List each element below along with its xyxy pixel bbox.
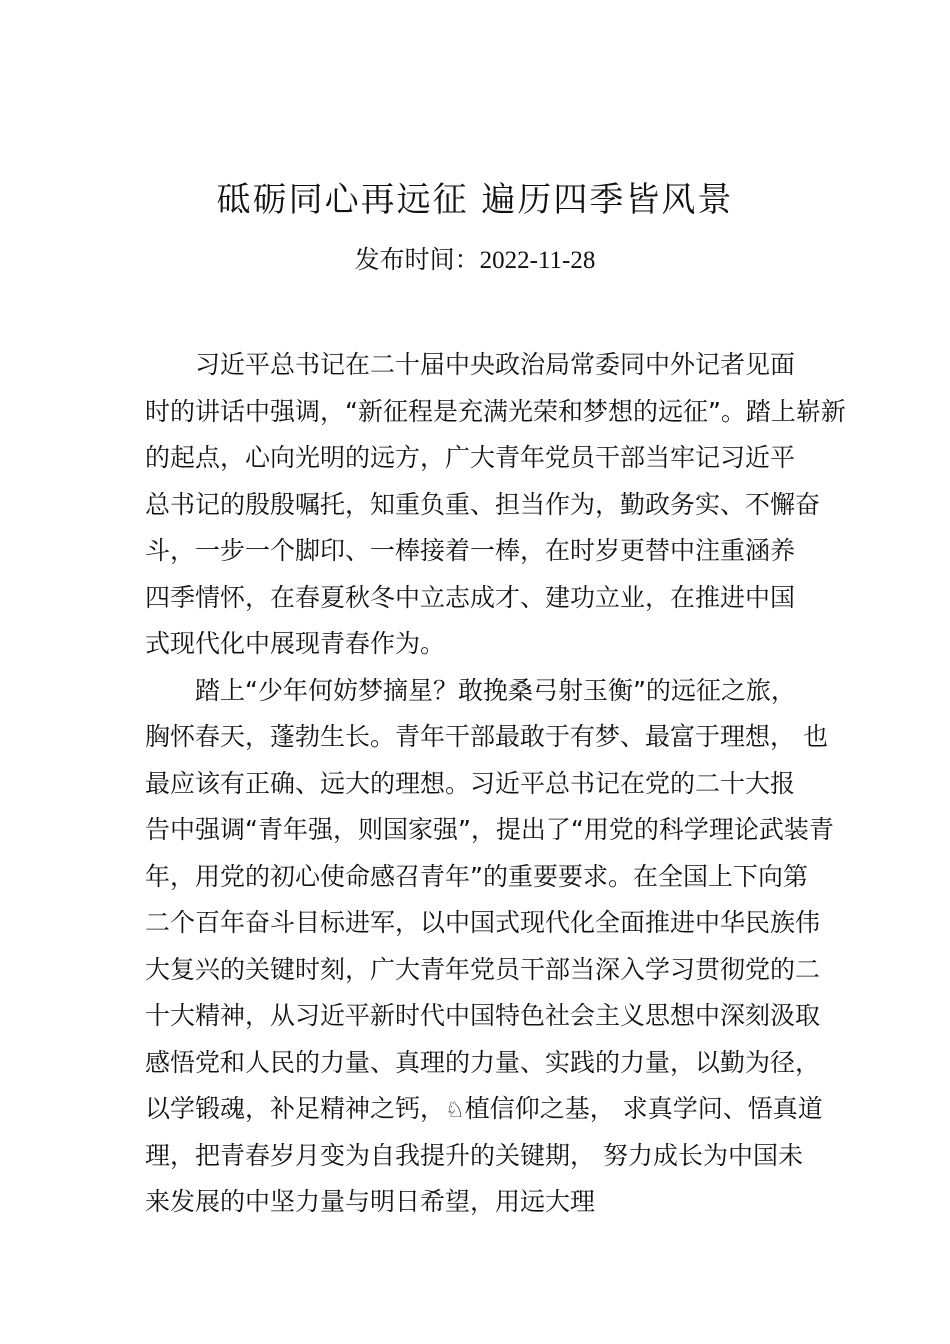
paragraph-line: 告中强调“青年强，则国家强”，提出了“用党的科学理论武装青 (145, 815, 834, 844)
article-body (145, 342, 846, 1226)
paragraph-line: 时的讲话中强调，“新征程是充满光荣和梦想的远征”。踏上崭新 (145, 396, 846, 426)
paragraph-line: 习近平总书记在二十届中央政治局常委同中外记者见面 (195, 350, 796, 379)
paragraph-line-start: 以学锻魂，补足精神之钙， (145, 1094, 446, 1123)
publish-date: 发布时间：2022-11-28 (354, 247, 596, 274)
paragraph-line: 最应该有正确、远大的理想。习近平总书记在党的二十大报 (145, 768, 796, 798)
paragraph-line: 四季情怀，在春夏秋冬中立志成才、建功立业，在推进中国 (145, 582, 796, 612)
paragraph-line: 斗，一步一个脚印、一棒接着一棒，在时岁更替中注重涵养 (145, 536, 796, 565)
paragraph-line: 来发展的中坚力量与明日希望，用远大理 (145, 1187, 596, 1216)
paragraph-line: 的起点，心向光明的远方，广大青年党员干部当牢记习近平 (145, 443, 796, 472)
paragraph-line-end: 植信仰之基， 求真学问、悟真道 (464, 1094, 823, 1123)
paragraph-line: 大复兴的关键时刻，广大青年党员干部当深入学习贯彻党的二 (145, 954, 821, 984)
paragraph-line: 胸怀春天，蓬勃生长。青年干部最敢于有梦、最富于理想， 也 (145, 722, 828, 751)
paragraph-line: 式现代化中展现青春作为。 (145, 629, 446, 658)
paragraph-line: 总书记的殷殷嘱托，知重负重、担当作为，勤政务实、不懈奋 (145, 489, 821, 519)
page-title: 砥砺同心再远征 遍历四季皆风景 (216, 180, 734, 220)
paragraph-line: 年，用党的初心使命感召青年”的重要要求。在全国上下向第 (145, 861, 808, 891)
paragraph-line: 感悟党和人民的力量、真理的力量、实践的力量，以勤为径， (145, 1047, 821, 1077)
paragraph-line: 踏上“少年何妨梦摘星？敢挽桑弓射玉衡”的远征之旅， (195, 675, 796, 705)
paragraph-line: 十大精神，从习近平新时代中国特色社会主义思想中深刻汲取 (145, 1001, 821, 1030)
paragraph-line (145, 1086, 823, 1133)
paragraph-line: 二个百年奋斗目标进军，以中国式现代化全面推进中华民族伟 (145, 908, 821, 937)
paragraph-line: 理，把青春岁月变为自我提升的关键期， 努力成长为中国未 (145, 1140, 803, 1170)
horse-glyph-icon: ♘ (445, 1098, 465, 1123)
